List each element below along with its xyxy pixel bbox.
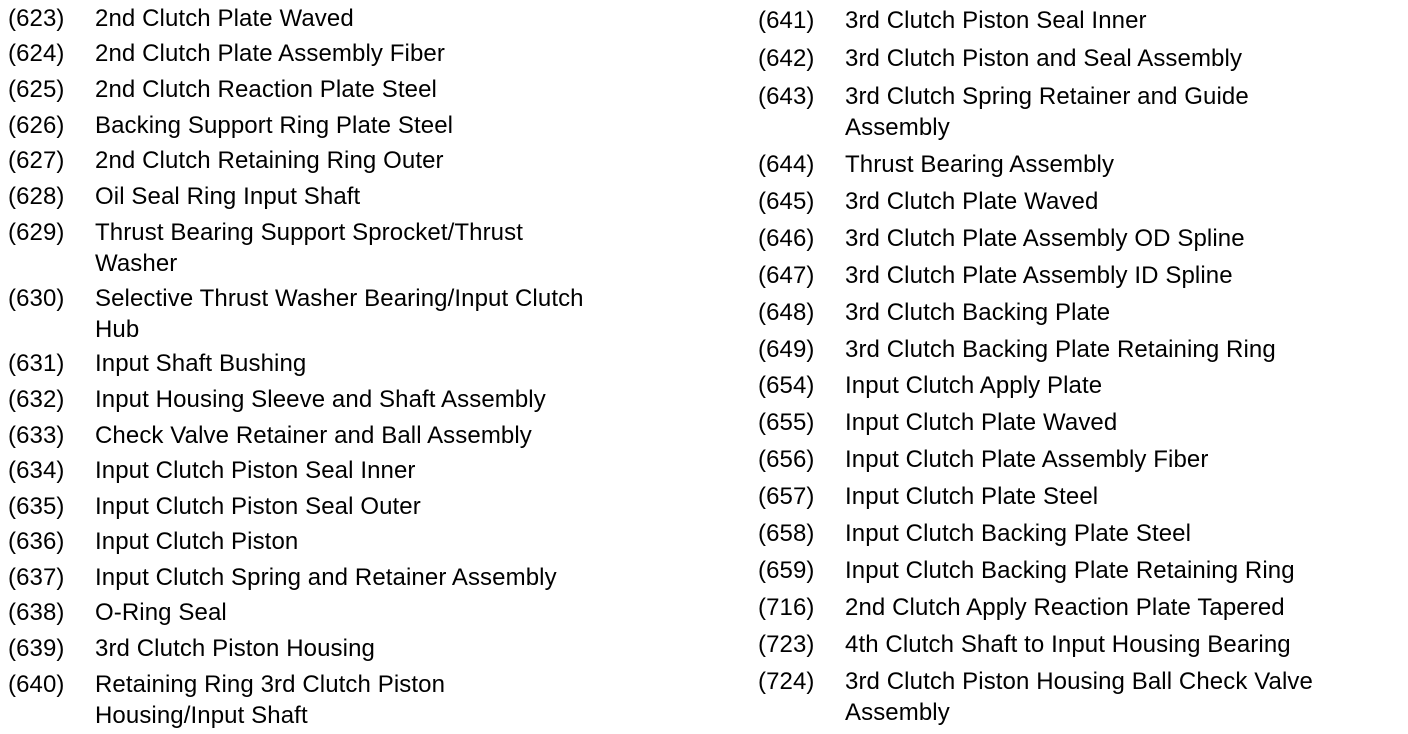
item-number: (630) <box>8 285 65 312</box>
item-description: Thrust Bearing Assembly <box>845 151 1115 178</box>
list-item <box>758 667 1403 728</box>
list-item <box>8 39 708 70</box>
item-description: O-Ring Seal <box>95 599 227 626</box>
item-description: Input Housing Sleeve and Shaft Assembly <box>95 386 546 413</box>
item-description: Input Clutch Plate Steel <box>845 483 1099 510</box>
item-number: (724) <box>758 668 815 695</box>
list-item <box>758 224 1403 255</box>
item-description: Backing Support Ring Plate Steel <box>95 112 454 139</box>
item-number: (636) <box>8 528 65 555</box>
item-number: (623) <box>8 5 65 32</box>
list-item <box>8 284 708 345</box>
item-number: (625) <box>8 76 65 103</box>
item-description: 3rd Clutch Piston and Seal Assembly <box>845 45 1243 72</box>
list-item <box>758 335 1403 366</box>
list-item <box>8 598 708 629</box>
item-description: 3rd Clutch Plate Assembly ID Spline <box>845 262 1233 289</box>
item-number: (655) <box>758 409 815 436</box>
item-description: Input Clutch Spring and Retainer Assembly <box>95 564 557 591</box>
item-number: (633) <box>8 422 65 449</box>
list-item <box>758 261 1403 292</box>
item-description: Selective Thrust Washer Bearing/Input Clutch Hub <box>95 285 584 343</box>
item-number: (723) <box>758 631 815 658</box>
list-item <box>758 298 1403 329</box>
item-number: (641) <box>758 7 815 34</box>
item-number: (646) <box>758 225 815 252</box>
item-description: 3rd Clutch Plate Waved <box>845 188 1099 215</box>
list-item <box>758 408 1403 439</box>
list-item <box>8 492 708 523</box>
item-number: (658) <box>758 520 815 547</box>
item-number: (632) <box>8 386 65 413</box>
list-item <box>8 670 708 731</box>
item-number: (626) <box>8 112 65 139</box>
list-item <box>8 218 708 279</box>
list-item <box>8 75 708 106</box>
list-item <box>758 187 1403 218</box>
item-description: 3rd Clutch Piston Housing <box>95 635 375 662</box>
item-description: 2nd Clutch Reaction Plate Steel <box>95 76 437 103</box>
list-item <box>758 593 1403 624</box>
item-number: (624) <box>8 40 65 67</box>
list-item <box>8 349 708 380</box>
item-number: (656) <box>758 446 815 473</box>
list-item <box>758 630 1403 661</box>
item-description: Oil Seal Ring Input Shaft <box>95 183 361 210</box>
list-item <box>758 482 1403 513</box>
list-item <box>8 4 708 35</box>
item-number: (640) <box>8 671 65 698</box>
item-description: 3rd Clutch Backing Plate Retaining Ring <box>845 336 1276 363</box>
item-description: 3rd Clutch Piston Housing Ball Check Valve Assembly <box>845 668 1313 726</box>
list-item <box>8 146 708 177</box>
item-description: Retaining Ring 3rd Clutch Piston Housing/Input Shaft <box>95 671 446 729</box>
item-description: Input Shaft Bushing <box>95 350 307 377</box>
item-description: Input Clutch Piston Seal Outer <box>95 493 421 520</box>
list-item <box>8 634 708 665</box>
item-description: Input Clutch Plate Assembly Fiber <box>845 446 1209 473</box>
item-description: Input Clutch Apply Plate <box>845 372 1103 399</box>
list-item <box>758 445 1403 476</box>
list-item <box>8 182 708 213</box>
list-item <box>8 456 708 487</box>
list-item <box>8 385 708 416</box>
item-description: 2nd Clutch Plate Waved <box>95 5 354 32</box>
item-number: (645) <box>758 188 815 215</box>
item-description: 2nd Clutch Apply Reaction Plate Tapered <box>845 594 1285 621</box>
list-item <box>758 371 1403 402</box>
list-item <box>8 111 708 142</box>
item-description: 3rd Clutch Piston Seal Inner <box>845 7 1147 34</box>
list-item <box>758 150 1403 181</box>
item-number: (627) <box>8 147 65 174</box>
item-number: (648) <box>758 299 815 326</box>
item-number: (716) <box>758 594 815 621</box>
item-description: Input Clutch Plate Waved <box>845 409 1118 436</box>
item-number: (628) <box>8 183 65 210</box>
item-description: 3rd Clutch Backing Plate <box>845 299 1111 326</box>
item-description: Input Clutch Piston Seal Inner <box>95 457 416 484</box>
item-number: (657) <box>758 483 815 510</box>
item-description: Input Clutch Backing Plate Steel <box>845 520 1192 547</box>
item-number: (629) <box>8 219 65 246</box>
item-number: (638) <box>8 599 65 626</box>
item-number: (639) <box>8 635 65 662</box>
list-item <box>758 556 1403 587</box>
list-item <box>8 527 708 558</box>
item-number: (642) <box>758 45 815 72</box>
item-description: 3rd Clutch Plate Assembly OD Spline <box>845 225 1245 252</box>
item-number: (649) <box>758 336 815 363</box>
item-description: Check Valve Retainer and Ball Assembly <box>95 422 532 449</box>
list-item <box>758 82 1403 143</box>
item-description: 3rd Clutch Spring Retainer and Guide Assembly <box>845 83 1249 141</box>
list-item <box>8 421 708 452</box>
list-item <box>758 44 1403 75</box>
item-number: (659) <box>758 557 815 584</box>
item-number: (635) <box>8 493 65 520</box>
list-item <box>758 519 1403 550</box>
item-description: 2nd Clutch Plate Assembly Fiber <box>95 40 445 67</box>
item-number: (634) <box>8 457 65 484</box>
item-description: 4th Clutch Shaft to Input Housing Bearing <box>845 631 1291 658</box>
item-number: (654) <box>758 372 815 399</box>
item-number: (637) <box>8 564 65 591</box>
item-number: (643) <box>758 83 815 110</box>
list-item <box>8 563 708 594</box>
item-number: (647) <box>758 262 815 289</box>
item-number: (644) <box>758 151 815 178</box>
item-description: 2nd Clutch Retaining Ring Outer <box>95 147 444 174</box>
item-description: Input Clutch Backing Plate Retaining Ring <box>845 557 1295 584</box>
list-item <box>758 6 1403 37</box>
item-description: Input Clutch Piston <box>95 528 299 555</box>
item-description: Thrust Bearing Support Sprocket/Thrust Washer <box>95 219 523 277</box>
item-number: (631) <box>8 350 65 377</box>
